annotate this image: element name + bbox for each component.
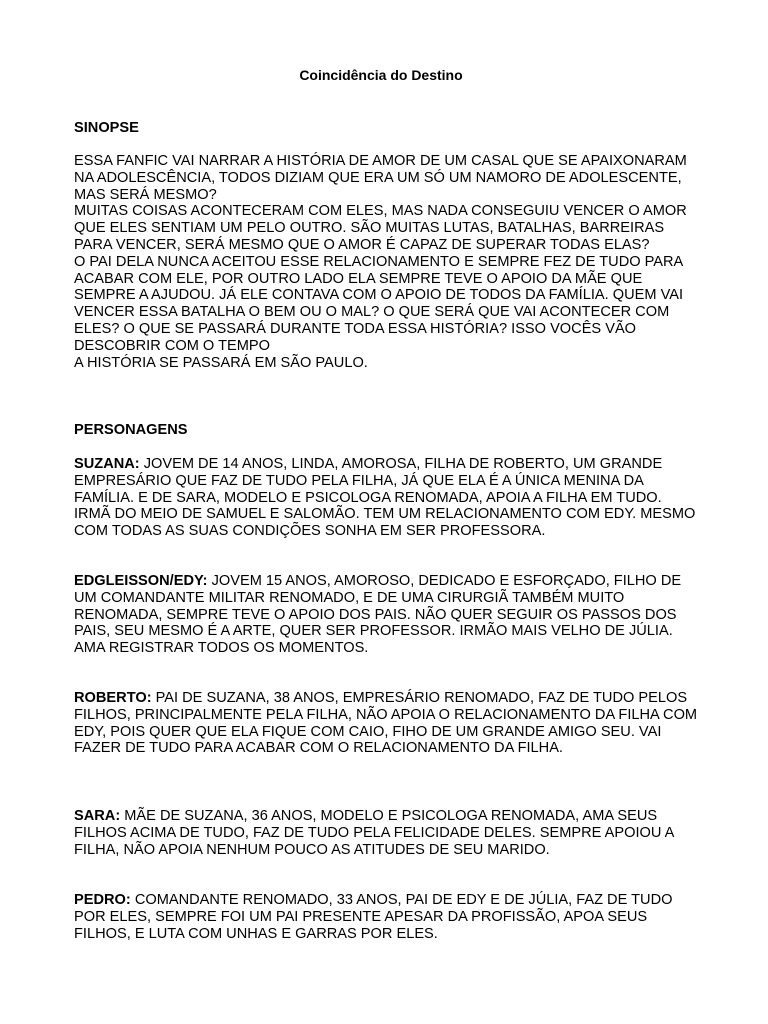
character-name: ROBERTO:: [74, 690, 152, 706]
character-name: EDGLEISSON/EDY:: [74, 573, 208, 589]
character-description: COMANDANTE RENOMADO, 33 ANOS, PAI DE EDY E DE JÚLIA, FAZ DE TUDO POR ELES, SEMPRE FOI UM PAI PRESENTE APESAR DA PROFISSÃO, APOA SEUS FILHOS, E LUTA COM UNHAS E GARRAS POR ELES.: [74, 892, 673, 942]
character-entry-sara: [74, 808, 698, 858]
character-description: JOVEM 15 ANOS, AMOROSO, DEDICADO E ESFORÇADO, FILHO DE UM COMANDANTE MILITAR RENOMADO, E DE UMA CIRURGIÃ TAMBÉM MUITO RENOMADA, SEMPRE TEVE O APOIO DOS PAIS. NÃO QUER SEGUIR OS PASSOS DOS PAIS, SEU MESMO É A ARTE, QUER SER PROFESSOR. IRMÃO MAIS VELHO DE JÚLIA. AMA REGISTRAR TODOS OS MOMENTOS.: [74, 573, 682, 657]
character-name: SUZANA:: [74, 456, 140, 472]
character-name: PEDRO:: [74, 892, 131, 908]
document-title: Coincidência do Destino: [299, 67, 463, 83]
character-description: JOVEM DE 14 ANOS, LINDA, AMOROSA, FILHA DE ROBERTO, UM GRANDE EMPRESÁRIO QUE FAZ DE TUDO PELA FILHA, JÁ QUE ELA É A ÚNICA MENINA DA FAMÍLIA. E DE SARA, MODELO E PSICOLOGA RENOMADA, APOIA A FILHA EM TUDO. IRMÃ DO MEIO DE SAMUEL E SALOMÃO. TEM UM RELACIONAMENTO COM EDY. MESMO COM TODAS AS SUAS CONDIÇÕES SONHA EM SER PROFESSORA.: [74, 456, 696, 540]
character-entry-edy: [74, 573, 698, 657]
character-description: MÃE DE SUZANA, 36 ANOS, MODELO E PSICOLOGA RENOMADA, AMA SEUS FILHOS ACIMA DE TUDO, FAZ DE TUDO PELA FELICIDADE DELES. SEMPRE APOIOU A FILHA, NÃO APOIA NENHUM POUCO AS ATITUDES DE SEU MARIDO.: [74, 808, 674, 858]
character-entry-roberto: [74, 690, 698, 757]
character-entry-suzana: [74, 456, 698, 540]
characters-heading: PERSONAGENS: [74, 422, 188, 438]
synopsis-heading: SINOPSE: [74, 120, 139, 136]
character-entry-pedro: [74, 892, 698, 942]
character-description: PAI DE SUZANA, 38 ANOS, EMPRESÁRIO RENOMADO, FAZ DE TUDO PELOS FILHOS, PRINCIPALMENTE PELA FILHA, NÃO APOIA O RELACIONAMENTO DA FILHA COM EDY, POIS QUER QUE ELA FIQUE COM CAIO, FIHO DE UM GRANDE AMIGO SEU. VAI FAZER DE TUDO PARA ACABAR COM O RELACIONAMENTO DA FILHA.: [74, 690, 698, 757]
character-name: SARA:: [74, 808, 121, 824]
synopsis-text: ESSA FANFIC VAI NARRAR A HISTÓRIA DE AMOR DE UM CASAL QUE SE APAIXONARAM NA ADOLESCÊNCIA, TODOS DIZIAM QUE ERA UM SÓ UM NAMORO DE ADOLESCENTE, MAS SERÁ MESMO? MUITAS COISAS ACONTECERAM COM ELES, MAS NADA CONSEGUIU VENCER O AMOR QUE ELES SENTIAM UM PELO OUTRO. SÃO MUITAS LUTAS, BATALHAS, BARREIRAS PARA VENCER, SERÁ MESMO QUE O AMOR É CAPAZ DE SUPERAR TODAS ELAS? O PAI DELA NUNCA ACEITOU ESSE RELACIONAMENTO E SEMPRE FEZ DE TUDO PARA ACABAR COM ELE, POR OUTRO LADO ELA SEMPRE TEVE O APOIO DA MÃE QUE SEMPRE A AJUDOU. JÁ ELE CONTAVA COM O APOIO DE TODOS DA FAMÍLIA. QUEM VAI VENCER ESSA BATALHA O BEM OU O MAL? O QUE SERÁ QUE VAI ACONTECER COM ELES? O QUE SE PASSARÁ DURANTE TODA ESSA HISTÓRIA? ISSO VOCÊS VÃO DESCOBRIR COM O TEMPO A HISTÓRIA SE PASSARÁ EM SÃO PAULO.: [74, 153, 687, 371]
